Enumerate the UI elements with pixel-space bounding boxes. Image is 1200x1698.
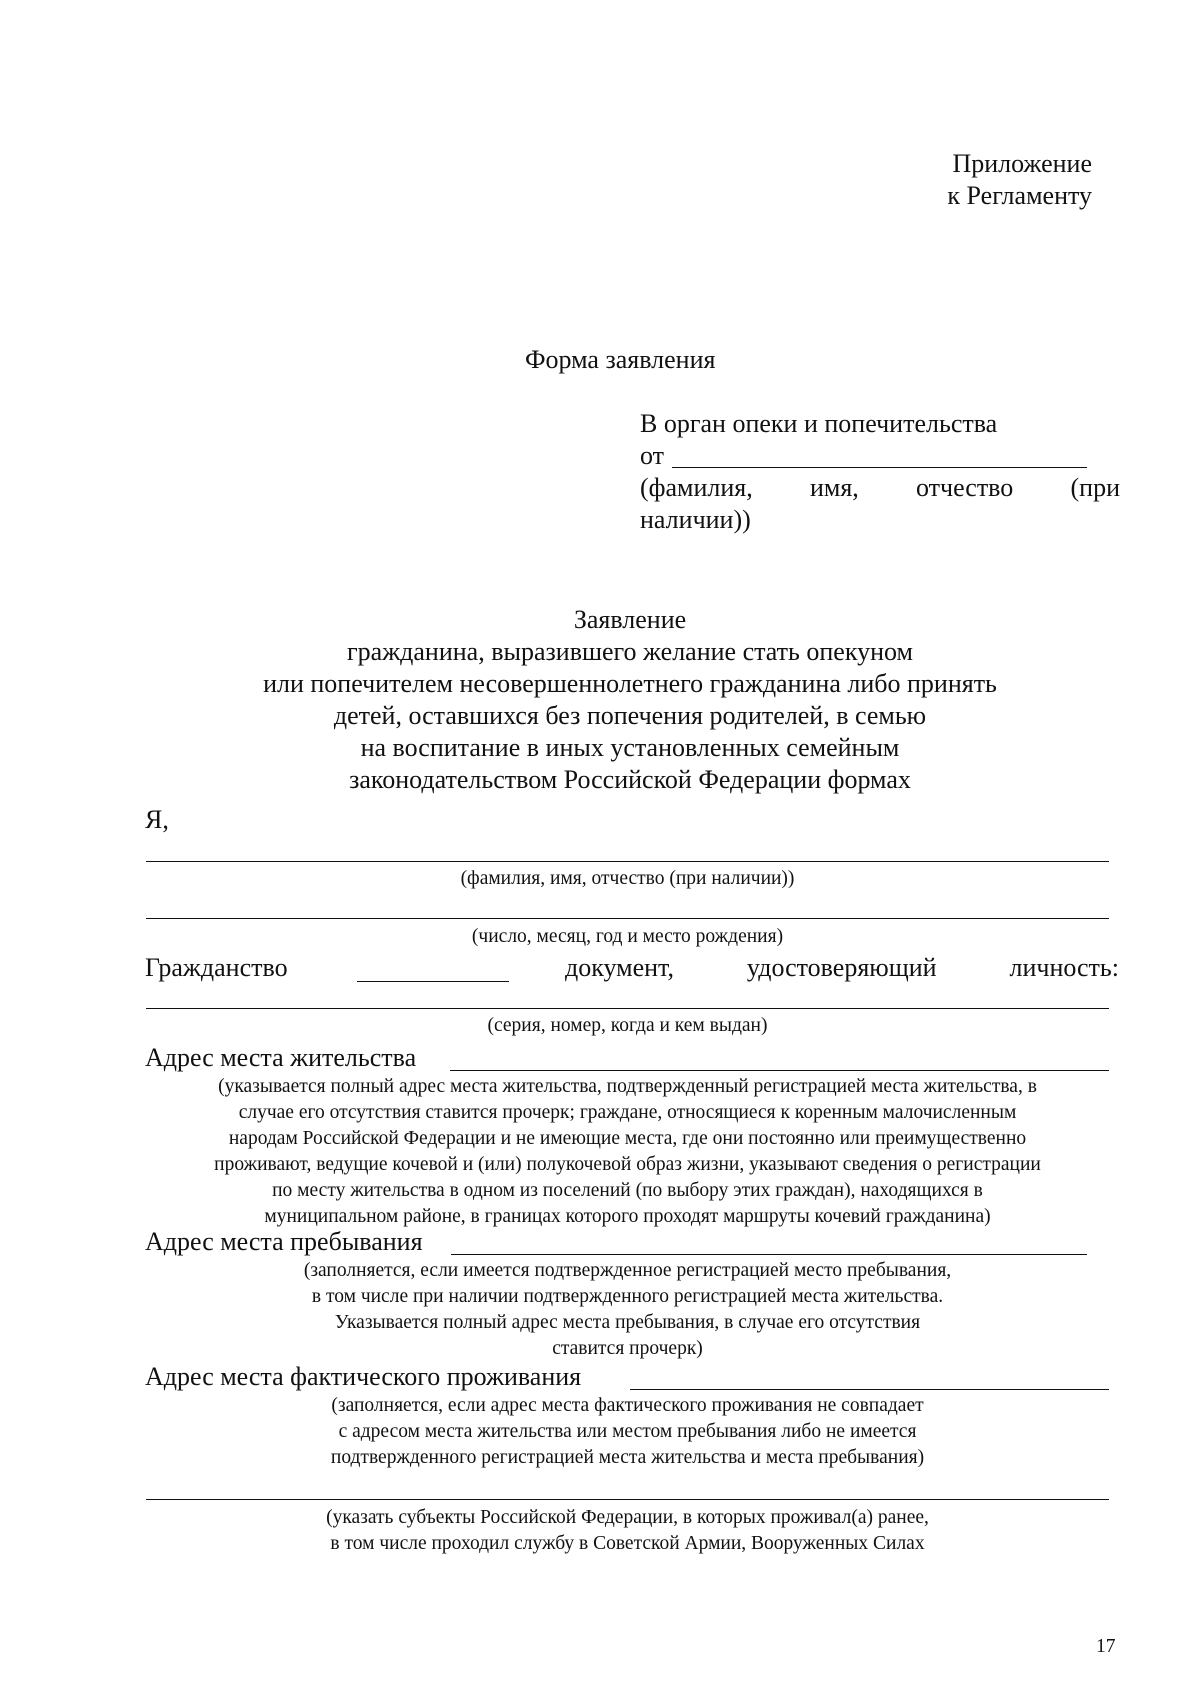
residence-caption-line: народам Российской Федерации и не имеющие места, где они постоянно или преимущественно <box>228 1128 1027 1149</box>
page-number: 17 <box>1096 1636 1116 1657</box>
addressee-note-word-1: (фамилия, <box>640 473 753 502</box>
statement-line: на воспитание в иных установленных семейным <box>360 733 900 762</box>
regions-caption-line: в том числе проходил службу в Советской Армии, Вооруженных Силах <box>330 1533 925 1554</box>
statement-line: законодательством Российской Федерации формах <box>349 765 911 794</box>
identity-doc-row <box>565 952 1119 984</box>
statement-line: детей, оставшихся без попечения родителей, в семью <box>333 701 927 730</box>
actual-address-caption-line: подтвержденного регистрацией места жительства и места пребывания) <box>330 1447 925 1468</box>
document-field-line[interactable] <box>146 1008 1109 1009</box>
addressee-note-word-2: имя, <box>809 473 859 502</box>
appendix-line-1: Приложение <box>952 149 1092 178</box>
appendix-header <box>692 148 1092 212</box>
actual-address-label: Адрес места фактического проживания <box>145 1362 582 1391</box>
statement-line: гражданина, выразившего желание стать опекуном <box>347 637 913 666</box>
from-row <box>640 440 1120 472</box>
regions-caption-line: (указать субъекты Российской Федерации, в которых проживал(а) ранее, <box>326 1507 929 1528</box>
regions-field-line[interactable] <box>146 1499 1109 1500</box>
statement-title: Заявление <box>573 605 687 634</box>
stay-caption-line: ставится прочерк) <box>552 1338 703 1359</box>
identity-doc-word-2: удостоверяющий <box>746 953 937 982</box>
ya-label: Я, <box>145 805 169 834</box>
residence-label: Адрес места жительства <box>145 1043 417 1072</box>
appendix-line-2: к Регламенту <box>947 181 1092 210</box>
stay-field-line[interactable] <box>451 1254 1087 1255</box>
residence-caption-line: муниципальном районе, в границах которого проходят маршруты кочевий гражданина) <box>264 1206 991 1227</box>
actual-address-caption-line: (заполняется, если адрес места фактического проживания не совпадает <box>331 1395 924 1416</box>
actual-address-caption-line: с адресом места жительства или местом пребывания либо не имеется <box>338 1421 917 1442</box>
residence-caption <box>146 1074 1109 1230</box>
addressee-note-row <box>640 472 1120 504</box>
fio-field-line[interactable] <box>146 861 1109 862</box>
stay-caption-line: Указывается полный адрес места пребывания, в случае его отсутствия <box>334 1312 921 1333</box>
stay-label: Адрес места пребывания <box>145 1227 423 1256</box>
addressee-note-end: наличии)) <box>640 505 751 534</box>
stay-caption-line: в том числе при наличии подтвержденного регистрацией места жительства. <box>311 1286 944 1307</box>
form-title: Форма заявления <box>525 345 716 374</box>
stay-caption-line: (заполняется, если имеется подтвержденное регистрацией место пребывания, <box>303 1260 952 1281</box>
fio-caption: (фамилия, имя, отчество (при наличии)) <box>460 868 795 889</box>
identity-doc-word-3: личность: <box>1009 953 1119 982</box>
statement-heading <box>150 604 1110 796</box>
actual-address-caption <box>146 1393 1109 1471</box>
statement-line: или попечителем несовершеннолетнего гражданина либо принять <box>263 669 997 698</box>
birth-field-line[interactable] <box>146 918 1109 919</box>
actual-address-field-line[interactable] <box>630 1389 1109 1390</box>
birth-caption: (число, месяц, год и место рождения) <box>471 926 784 947</box>
residence-caption-line: случае его отсутствия ставится прочерк; граждане, относящиеся к коренным малочисленным <box>238 1102 1017 1123</box>
from-field-line[interactable] <box>672 467 1087 468</box>
addressee-note-word-3: отчество <box>916 473 1014 502</box>
addressee-line: В орган опеки и попечительства <box>640 409 998 438</box>
citizenship-field-line[interactable] <box>357 981 509 982</box>
residence-caption-line: проживают, ведущие кочевой и (или) полукочевой образ жизни, указывают сведения о регистрации <box>214 1154 1041 1175</box>
addressee-block <box>640 408 1120 536</box>
residence-caption-line: (указывается полный адрес места жительства, подтвержденный регистрацией места жительства, в <box>218 1076 1037 1097</box>
from-label: от <box>640 441 665 470</box>
citizenship-label: Гражданство <box>145 953 288 982</box>
regions-caption <box>146 1505 1109 1557</box>
stay-caption <box>146 1258 1109 1362</box>
residence-caption-line: по месту жительства в одном из поселений (по выбору этих граждан), находящихся в <box>272 1180 983 1201</box>
document-caption: (серия, номер, когда и кем выдан) <box>487 1015 768 1036</box>
identity-doc-word-1: документ, <box>565 953 674 982</box>
addressee-note-word-4: (при <box>1070 473 1120 502</box>
residence-field-line[interactable] <box>450 1070 1109 1071</box>
